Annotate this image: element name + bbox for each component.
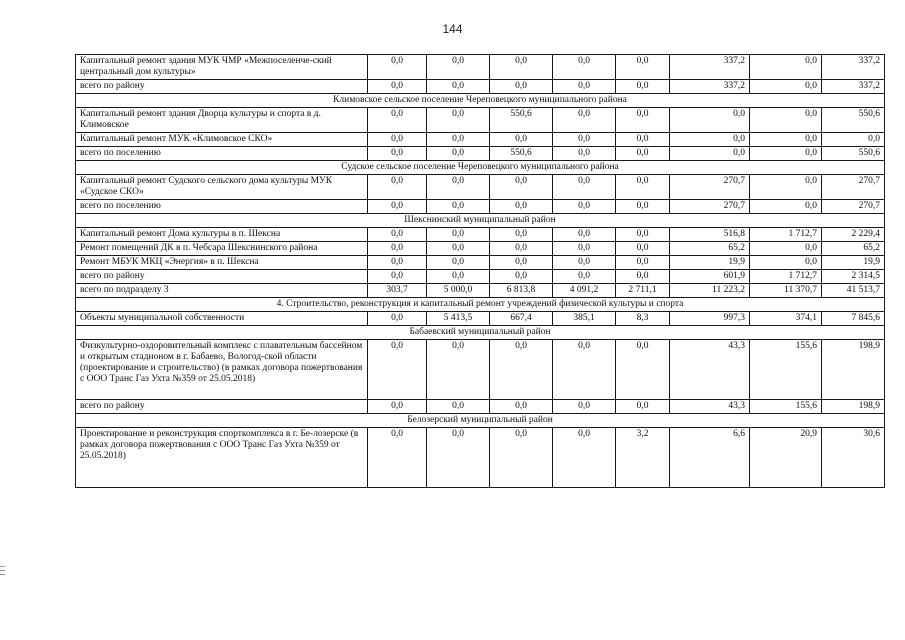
table-row	[76, 284, 885, 298]
value-cell: 0,0	[427, 400, 490, 414]
row-label: Физкультурно-оздоровительный комплекс с плавательным бассейном и открытым стадионом в г. Бабаево, Вологод-ской области (проектирование и строительство) (в рамках договора пожертвования с ООО Транс Газ Ухта №359 от 25.05.2018)	[76, 340, 368, 400]
value-cell: 270,7	[670, 200, 750, 214]
value-cell: 374,1	[750, 312, 822, 326]
value-cell: 0,0	[427, 55, 490, 80]
value-cell: 0,0	[427, 428, 490, 488]
value-cell: 2 314,5	[822, 270, 885, 284]
scan-edge-mark	[0, 570, 5, 571]
value-cell: 0,0	[750, 108, 822, 133]
value-cell: 0,0	[490, 175, 553, 200]
value-cell: 0,0	[368, 55, 427, 80]
section-title: 4. Строительство, реконструкция и капитальный ремонт учреждений физической культуры и спорта	[76, 298, 885, 312]
value-cell: 0,0	[553, 133, 616, 147]
value-cell: 0,0	[427, 242, 490, 256]
value-cell: 198,9	[822, 340, 885, 400]
value-cell: 0,0	[616, 200, 670, 214]
value-cell: 0,0	[553, 228, 616, 242]
value-cell: 0,0	[427, 200, 490, 214]
value-cell: 0,0	[427, 133, 490, 147]
value-cell: 0,0	[368, 270, 427, 284]
value-cell: 516,8	[670, 228, 750, 242]
value-cell: 337,2	[822, 55, 885, 80]
value-cell: 0,0	[368, 340, 427, 400]
value-cell: 0,0	[427, 228, 490, 242]
value-cell: 0,0	[616, 108, 670, 133]
row-label: Ремонт помещений ДК в п. Чебсара Шекснинского района	[76, 242, 368, 256]
row-label: всего по поселению	[76, 147, 368, 161]
value-cell: 270,7	[670, 175, 750, 200]
value-cell: 0,0	[368, 200, 427, 214]
value-cell: 3,2	[616, 428, 670, 488]
section-title: Бабаевский муниципальный район	[76, 326, 885, 340]
value-cell: 0,0	[616, 242, 670, 256]
section-header-row	[76, 94, 885, 108]
value-cell: 0,0	[490, 80, 553, 94]
value-cell: 0,0	[750, 256, 822, 270]
page-number: 144	[442, 22, 463, 36]
value-cell: 270,7	[822, 175, 885, 200]
value-cell: 0,0	[553, 80, 616, 94]
value-cell: 0,0	[616, 133, 670, 147]
value-cell: 0,0	[490, 400, 553, 414]
value-cell: 0,0	[490, 133, 553, 147]
value-cell: 0,0	[490, 200, 553, 214]
table-row	[76, 428, 885, 488]
value-cell: 0,0	[616, 147, 670, 161]
value-cell: 0,0	[750, 147, 822, 161]
table-row	[76, 228, 885, 242]
value-cell: 0,0	[427, 108, 490, 133]
value-cell: 7 845,6	[822, 312, 885, 326]
value-cell: 65,2	[822, 242, 885, 256]
value-cell: 0,0	[368, 242, 427, 256]
value-cell: 0,0	[670, 133, 750, 147]
value-cell: 0,0	[750, 242, 822, 256]
value-cell: 550,6	[822, 147, 885, 161]
row-label: Капитальный ремонт Судского сельского дома культуры МУК «Судское СКО»	[76, 175, 368, 200]
value-cell: 155,6	[750, 340, 822, 400]
value-cell: 65,2	[670, 242, 750, 256]
table-row	[76, 256, 885, 270]
value-cell: 20,9	[750, 428, 822, 488]
row-label: всего по подразделу 3	[76, 284, 368, 298]
table-row	[76, 340, 885, 400]
value-cell: 198,9	[822, 400, 885, 414]
value-cell: 0,0	[368, 312, 427, 326]
value-cell: 0,0	[368, 147, 427, 161]
value-cell: 155,6	[750, 400, 822, 414]
table-row	[76, 312, 885, 326]
value-cell: 1 712,7	[750, 228, 822, 242]
value-cell: 0,0	[616, 228, 670, 242]
table-row	[76, 270, 885, 284]
section-header-row	[76, 214, 885, 228]
value-cell: 0,0	[553, 428, 616, 488]
value-cell: 6,6	[670, 428, 750, 488]
value-cell: 997,3	[670, 312, 750, 326]
value-cell: 0,0	[427, 80, 490, 94]
budget-table	[75, 54, 885, 488]
row-label: Капитальный ремонт Дома культуры в п. Шексна	[76, 228, 368, 242]
value-cell: 385,1	[553, 312, 616, 326]
value-cell: 0,0	[427, 175, 490, 200]
value-cell: 0,0	[616, 340, 670, 400]
value-cell: 0,0	[822, 133, 885, 147]
value-cell: 0,0	[368, 228, 427, 242]
value-cell: 270,7	[822, 200, 885, 214]
value-cell: 43,3	[670, 400, 750, 414]
value-cell: 0,0	[368, 428, 427, 488]
value-cell: 0,0	[750, 55, 822, 80]
row-label: всего по району	[76, 270, 368, 284]
value-cell: 6 813,8	[490, 284, 553, 298]
value-cell: 0,0	[490, 340, 553, 400]
value-cell: 41 513,7	[822, 284, 885, 298]
value-cell: 11 370,7	[750, 284, 822, 298]
value-cell: 0,0	[368, 108, 427, 133]
value-cell: 0,0	[490, 228, 553, 242]
value-cell: 5 000,0	[427, 284, 490, 298]
row-label: всего по поселению	[76, 200, 368, 214]
value-cell: 0,0	[616, 256, 670, 270]
value-cell: 550,6	[490, 108, 553, 133]
row-label: всего по району	[76, 400, 368, 414]
value-cell: 0,0	[750, 133, 822, 147]
value-cell: 0,0	[427, 147, 490, 161]
value-cell: 0,0	[616, 270, 670, 284]
value-cell: 0,0	[490, 270, 553, 284]
value-cell: 1 712,7	[750, 270, 822, 284]
row-label: Объекты муниципальной собственности	[76, 312, 368, 326]
value-cell: 0,0	[427, 270, 490, 284]
value-cell: 5 413,5	[427, 312, 490, 326]
value-cell: 0,0	[553, 270, 616, 284]
table-row	[76, 147, 885, 161]
section-title: Шекснинский муниципальный район	[76, 214, 885, 228]
value-cell: 0,0	[368, 175, 427, 200]
row-label: Капитальный ремонт здания Дворца культуры и спорта в д. Климовское	[76, 108, 368, 133]
table-row	[76, 80, 885, 94]
value-cell: 19,9	[670, 256, 750, 270]
value-cell: 0,0	[368, 400, 427, 414]
value-cell: 0,0	[368, 256, 427, 270]
value-cell: 0,0	[427, 340, 490, 400]
section-title: Климовское сельское поселение Череповецкого муниципального района	[76, 94, 885, 108]
value-cell: 0,0	[670, 108, 750, 133]
row-label: всего по району	[76, 80, 368, 94]
value-cell: 0,0	[490, 242, 553, 256]
value-cell: 0,0	[670, 147, 750, 161]
row-label: Капитальный ремонт здания МУК ЧМР «Межпоселенче-ский центральный дом культуры»	[76, 55, 368, 80]
row-label: Проектирование и реконструкция спорткомплекса в г. Бе-лозерске (в рамках договора пожертвования с ООО Транс Газ Ухта №359 от 25.05.2018)	[76, 428, 368, 488]
value-cell: 0,0	[490, 55, 553, 80]
row-label: Ремонт МБУК МКЦ «Энергия» в п. Шексна	[76, 256, 368, 270]
value-cell: 30,6	[822, 428, 885, 488]
value-cell: 0,0	[368, 133, 427, 147]
value-cell: 0,0	[490, 428, 553, 488]
table-row	[76, 175, 885, 200]
section-title: Белозерский муниципальный район	[76, 414, 885, 428]
value-cell: 337,2	[822, 80, 885, 94]
scan-edge-mark	[0, 574, 5, 575]
value-cell: 0,0	[553, 256, 616, 270]
scan-edge-mark	[0, 566, 5, 567]
table-row	[76, 400, 885, 414]
value-cell: 43,3	[670, 340, 750, 400]
table-row	[76, 133, 885, 147]
value-cell: 601,9	[670, 270, 750, 284]
value-cell: 0,0	[616, 175, 670, 200]
value-cell: 4 091,2	[553, 284, 616, 298]
table-row	[76, 242, 885, 256]
value-cell: 550,6	[822, 108, 885, 133]
value-cell: 0,0	[616, 400, 670, 414]
value-cell: 0,0	[553, 175, 616, 200]
row-label: Капитальный ремонт МУК «Климовское СКО»	[76, 133, 368, 147]
value-cell: 2 711,1	[616, 284, 670, 298]
value-cell: 0,0	[616, 80, 670, 94]
table-body	[76, 55, 885, 488]
value-cell: 11 223,2	[670, 284, 750, 298]
value-cell: 0,0	[553, 242, 616, 256]
value-cell: 0,0	[368, 80, 427, 94]
value-cell: 0,0	[553, 108, 616, 133]
value-cell: 0,0	[750, 200, 822, 214]
value-cell: 303,7	[368, 284, 427, 298]
value-cell: 2 229,4	[822, 228, 885, 242]
section-header-row	[76, 326, 885, 340]
value-cell: 550,6	[490, 147, 553, 161]
section-header-row	[76, 298, 885, 312]
value-cell: 337,2	[670, 80, 750, 94]
value-cell: 0,0	[490, 256, 553, 270]
value-cell: 0,0	[616, 55, 670, 80]
value-cell: 19,9	[822, 256, 885, 270]
value-cell: 0,0	[553, 340, 616, 400]
value-cell: 337,2	[670, 55, 750, 80]
value-cell: 0,0	[553, 147, 616, 161]
value-cell: 0,0	[750, 80, 822, 94]
value-cell: 667,4	[490, 312, 553, 326]
value-cell: 0,0	[427, 256, 490, 270]
table-row	[76, 108, 885, 133]
table-row	[76, 200, 885, 214]
section-header-row	[76, 161, 885, 175]
value-cell: 8,3	[616, 312, 670, 326]
value-cell: 0,0	[750, 175, 822, 200]
section-header-row	[76, 414, 885, 428]
value-cell: 0,0	[553, 200, 616, 214]
value-cell: 0,0	[553, 55, 616, 80]
table-row	[76, 55, 885, 80]
value-cell: 0,0	[553, 400, 616, 414]
section-title: Судское сельское поселение Череповецкого муниципального района	[76, 161, 885, 175]
